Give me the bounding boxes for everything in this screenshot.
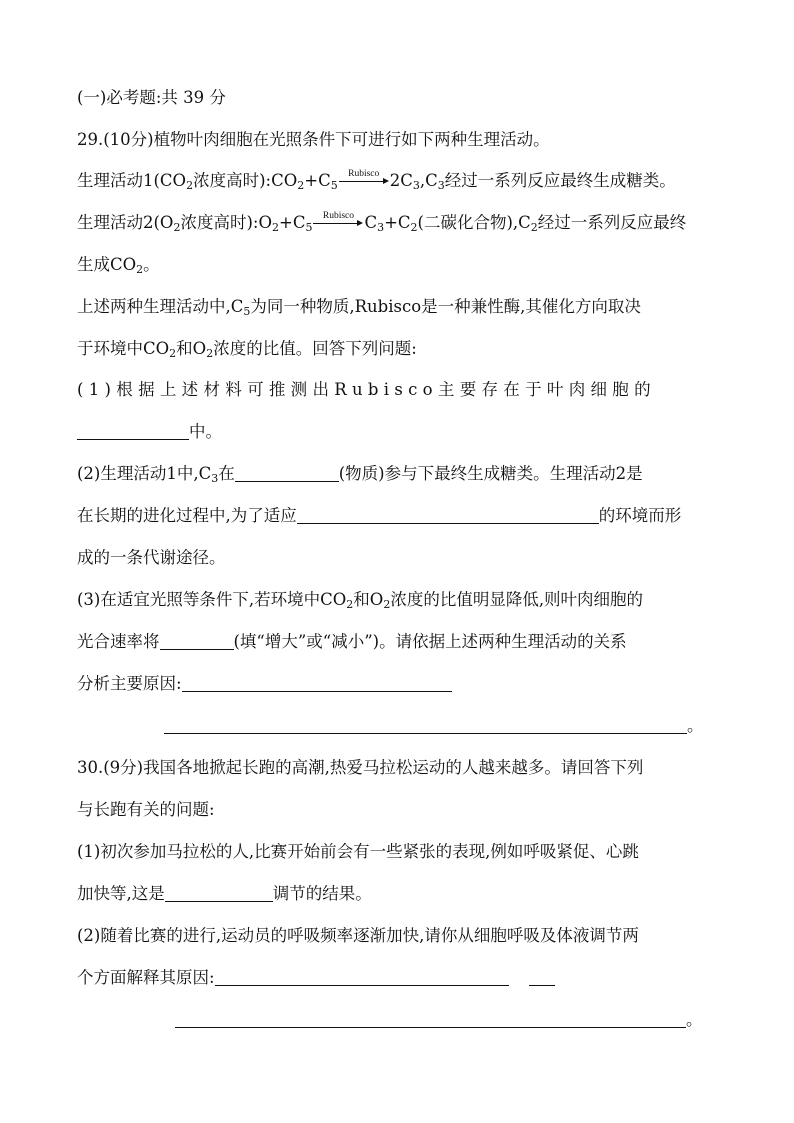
enzyme-label: Rubisco [348, 169, 380, 179]
answer-blank[interactable] [164, 715, 687, 734]
answer-blank[interactable] [215, 967, 509, 986]
answer-blank[interactable] [175, 1009, 686, 1028]
text-run: 生理活动1(CO [77, 171, 187, 190]
subscript: 2 [297, 179, 305, 192]
text-run: (2)随着比赛的进行,运动员的呼吸频率逐渐加快,请你从细胞呼吸及体液调节两 [77, 926, 639, 945]
arrow-part [313, 223, 359, 224]
q29-head: 29.(10分)植物叶肉细胞在光照条件下可进行如下两种生理活动。 [77, 130, 550, 149]
subscript: 3 [437, 179, 445, 192]
subscript: 5 [305, 221, 313, 234]
subscript: 2 [530, 221, 538, 234]
text-run: 调节的结果。 [272, 884, 372, 903]
text-run: 为同一种物质,Rubisco是一种兼性酶,其催化方向取决 [250, 297, 641, 316]
text-run: 上述两种生理活动中,C [77, 297, 244, 316]
q29-part-3-cont [77, 629, 732, 655]
text-run: (物质)参与下最终生成糖类。生理活动2是 [338, 464, 643, 483]
text-run: 成的一条代谢途径。 [77, 548, 226, 567]
text-run: 经过一系列反应最终生成糖类。 [444, 171, 676, 190]
subscript: 5 [243, 305, 251, 318]
text-run: 生成CO [77, 255, 137, 274]
subscript: 2 [272, 221, 279, 234]
q29-part-3-reason-cont [164, 713, 724, 739]
text-run: (3)在适宜光照等条件下,若环境中CO [77, 590, 347, 609]
text-run: (填“增大”或“减小”)。请依据上述两种生理活动的关系 [233, 632, 627, 651]
q29-activity-2-cont [77, 252, 732, 278]
q30-part-1-cont [77, 881, 732, 907]
text-run: 和O [176, 339, 207, 358]
text-run: 在 [218, 464, 235, 483]
subscript: 2 [383, 598, 391, 611]
answer-blank[interactable] [182, 673, 452, 692]
text-run: (二碳化合物),C [417, 213, 531, 232]
q29-description [77, 294, 732, 320]
subscript: 2 [173, 221, 181, 234]
reaction-arrow-icon [313, 211, 363, 228]
arrow-part [383, 178, 389, 184]
text-run: (2)生理活动1中,C [77, 464, 212, 483]
subscript: 3 [412, 179, 420, 192]
q29-part-3-reason [77, 671, 732, 697]
text-run: +C [304, 171, 331, 190]
text-run: 的环境而形 [598, 506, 682, 525]
text-run: +C [279, 213, 306, 232]
text-run: 生理活动2(O [77, 213, 174, 232]
q29-part-2 [77, 461, 732, 487]
subscript: 2 [186, 179, 194, 192]
subscript: 5 [330, 179, 338, 192]
answer-blank[interactable] [160, 631, 234, 650]
q30-part-2 [77, 923, 732, 949]
q29-activity-2 [77, 210, 732, 236]
answer-blank[interactable] [77, 421, 189, 440]
q30-part-2-cont [77, 965, 732, 991]
text-run: 浓度高时):CO [193, 171, 298, 190]
subscript: 2 [136, 263, 144, 276]
text-run: 加快等,这是 [77, 884, 165, 903]
text-run: +C [384, 213, 411, 232]
text-run: 浓度高时):O [180, 213, 272, 232]
text-run: (1)初次参加马拉松的人,比赛开始前会有一些紧张的表现,例如呼吸紧促、心跳 [77, 842, 639, 861]
subscript: 2 [346, 598, 354, 611]
enzyme-label: Rubisco [322, 211, 355, 221]
q29-part-2-cont [77, 503, 732, 529]
arrow-part [339, 181, 385, 182]
text-run: C [364, 213, 378, 232]
q30-head [77, 755, 732, 781]
q29-part-3 [77, 587, 732, 613]
text-run: 光合速率将 [77, 632, 160, 651]
text-run: ,C [419, 171, 438, 190]
subscript: 3 [377, 221, 385, 234]
q29-activity-1 [77, 168, 732, 194]
subscript: 2 [206, 347, 214, 360]
text-run: 个方面解释其原因: [77, 968, 215, 987]
section-title: (一)必考题:共 39 分 [77, 88, 226, 107]
subscript: 3 [211, 472, 219, 485]
text-run: 于环境中CO [77, 339, 170, 358]
q29-description-cont [77, 336, 732, 362]
q30-part-1 [77, 839, 732, 865]
text-run: 30.(9分)我国各地掀起长跑的高潮,热爱马拉松运动的人越来越多。请回答下列 [77, 758, 644, 777]
text-run: 浓度的比值。回答下列问题: [213, 339, 417, 358]
q30-part-2-reason-cont [175, 1007, 725, 1033]
q30-head-cont [77, 797, 732, 823]
text-run: 2C [389, 171, 413, 190]
answer-blank[interactable] [297, 505, 599, 524]
text-run: 分析主要原因: [77, 674, 182, 693]
answer-blank[interactable] [165, 883, 273, 902]
subscript: 2 [169, 347, 177, 360]
text-run: (1)根据上述材料可推测出Rubisco主要存在于叶肉细胞的 [77, 380, 656, 399]
answer-blank[interactable] [529, 967, 555, 986]
text-run: 。 [143, 255, 160, 274]
arrow-part [357, 220, 363, 226]
answer-blank[interactable] [235, 463, 339, 482]
q29-part-1 [77, 377, 732, 403]
reaction-arrow-icon [339, 169, 389, 186]
q29-part-1-cont [77, 419, 732, 445]
text-run: 在长期的进化过程中,为了适应 [77, 506, 297, 525]
text-run: 中。 [189, 422, 222, 441]
text-run: 与长跑有关的问题: [77, 800, 215, 819]
text-run: 。 [687, 716, 704, 735]
text-run: 浓度的比值明显降低,则叶肉细胞的 [390, 590, 644, 609]
text-run: 经过一系列反应最终 [537, 213, 687, 232]
text-run: 。 [686, 1010, 703, 1029]
text-run: 和O [353, 590, 384, 609]
q29-part-2-end [77, 545, 732, 571]
subscript: 2 [410, 221, 418, 234]
